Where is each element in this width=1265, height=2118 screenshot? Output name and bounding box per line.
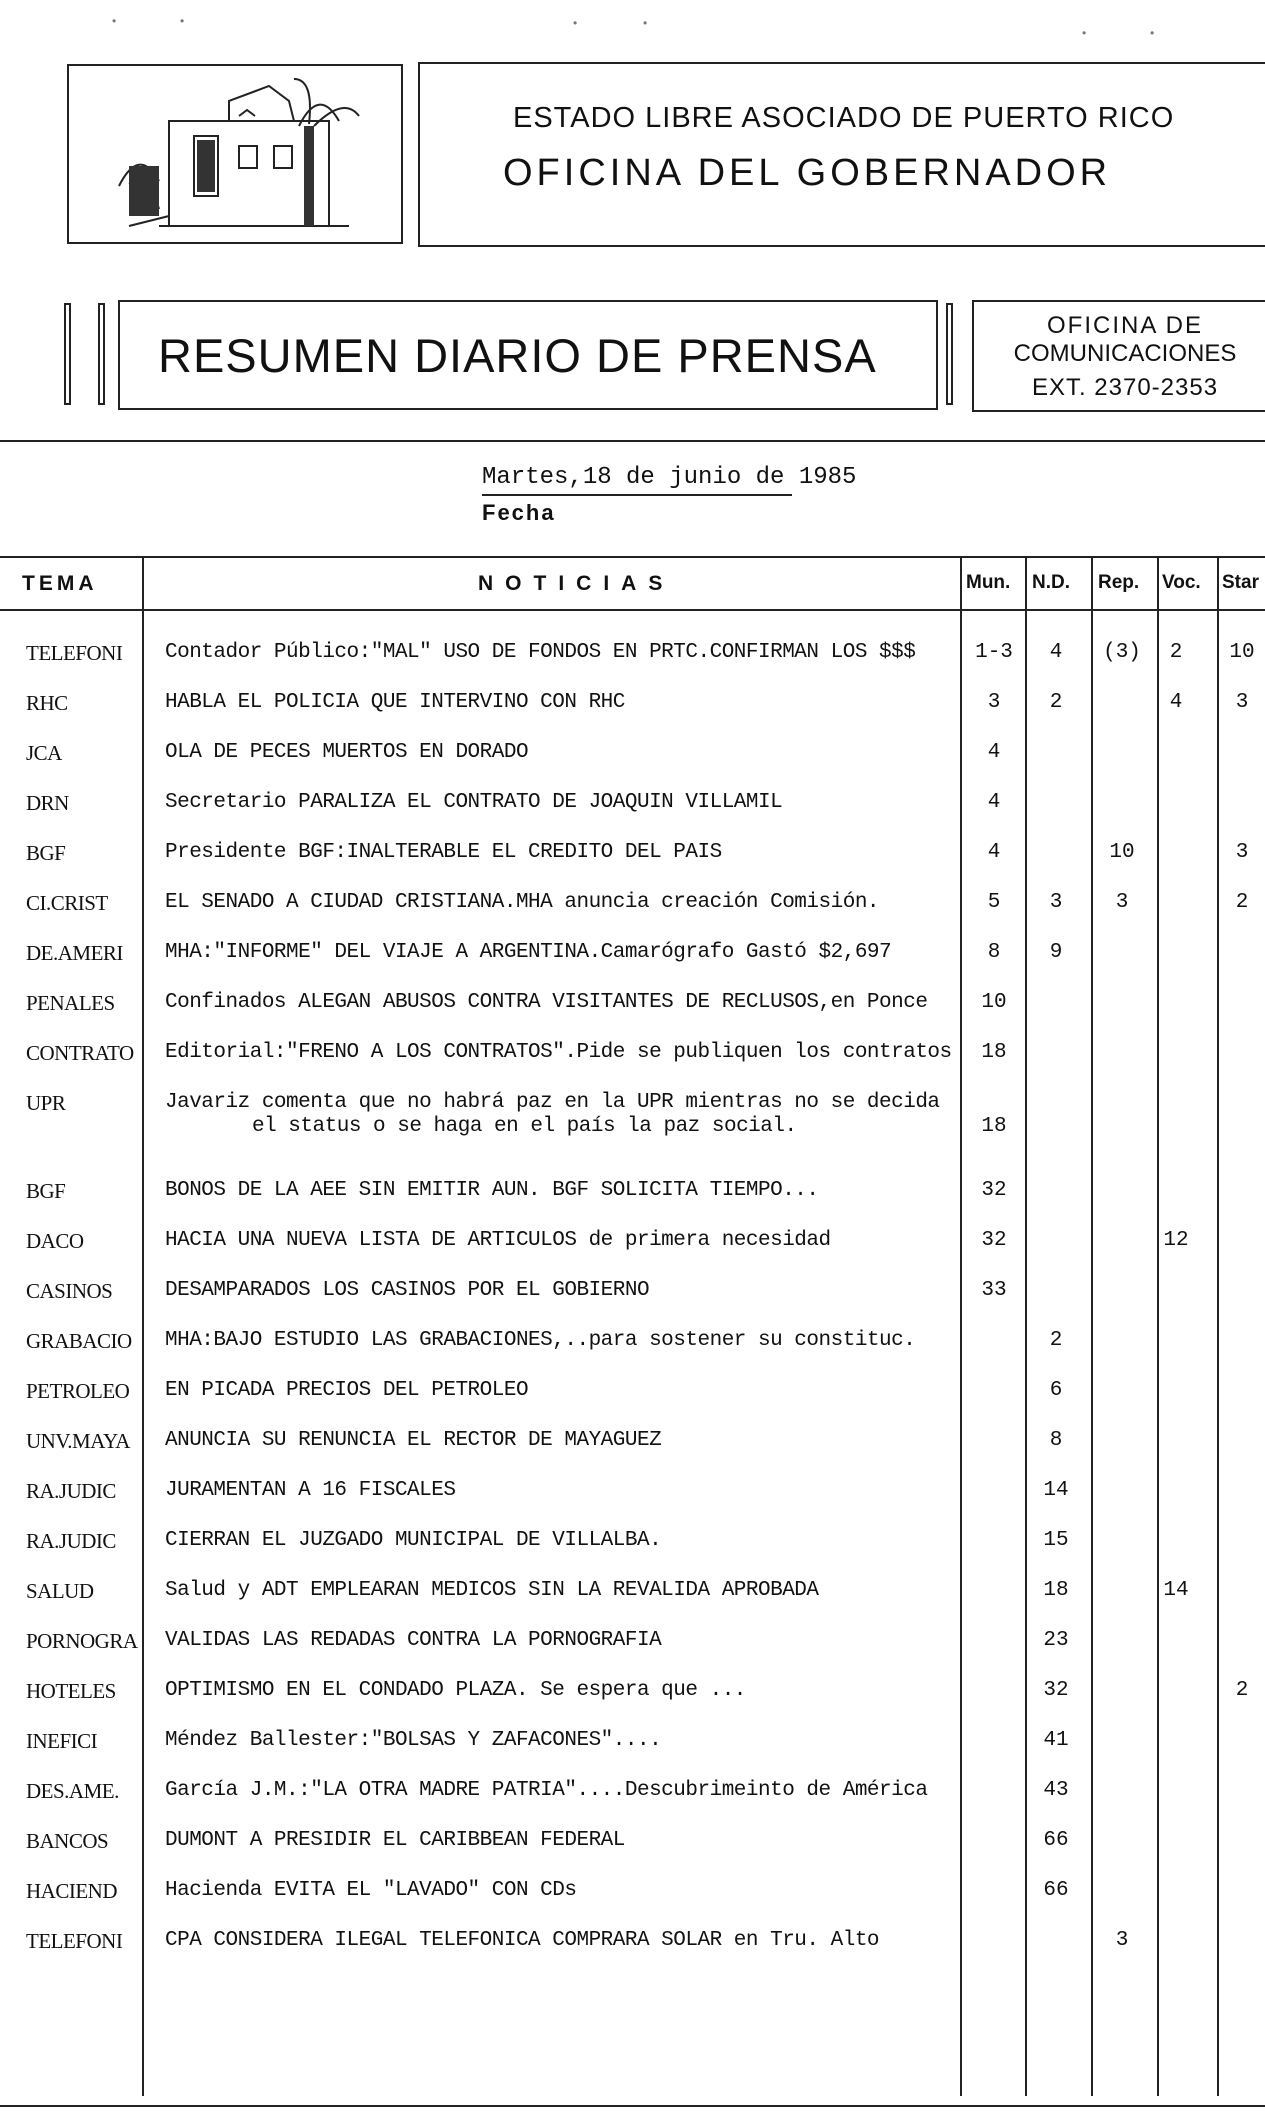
row-tema: UNV.MAYA xyxy=(26,1429,130,1453)
row-tema: JCA xyxy=(26,741,62,765)
row-nd-page: 18 xyxy=(1043,1579,1069,1602)
table-header-rule xyxy=(0,609,1265,611)
row-rep-page: (3) xyxy=(1103,641,1141,664)
row-headline: Hacienda EVITA EL "LAVADO" CON CDs xyxy=(165,1879,577,1902)
row-tema: CONTRATO xyxy=(26,1041,134,1065)
column-divider xyxy=(1217,556,1219,2096)
row-rep-page: 3 xyxy=(1115,891,1129,914)
row-tema: DE.AMERI xyxy=(26,941,123,965)
row-tema: UPR xyxy=(26,1091,66,1115)
scan-mark: • xyxy=(573,16,578,30)
row-voc-page: 12 xyxy=(1163,1229,1189,1252)
col-header-nd: N.D. xyxy=(1032,572,1070,593)
row-mun-page: 3 xyxy=(987,691,1001,714)
column-divider xyxy=(1091,556,1093,2096)
row-headline: HABLA EL POLICIA QUE INTERVINO CON RHC xyxy=(165,691,625,714)
row-tema: HACIEND xyxy=(26,1879,117,1903)
col-header-noticias: NOTICIAS xyxy=(478,572,675,595)
date-underline xyxy=(482,494,792,496)
row-mun-page: 32 xyxy=(981,1179,1007,1202)
row-headline: BONOS DE LA AEE SIN EMITIR AUN. BGF SOLICITA TIEMPO... xyxy=(165,1179,819,1202)
row-headline: Confinados ALEGAN ABUSOS CONTRA VISITANTES DE RECLUSOS,en Ponce xyxy=(165,991,928,1014)
row-nd-page: 14 xyxy=(1043,1479,1069,1502)
row-headline: MHA:"INFORME" DEL VIAJE A ARGENTINA.Camarógrafo Gastó $2,697 xyxy=(165,941,892,964)
row-rep-page: 10 xyxy=(1109,841,1135,864)
row-nd-page: 15 xyxy=(1043,1529,1069,1552)
col-header-star: Star xyxy=(1222,572,1259,593)
row-headline: Javariz comenta que no habrá paz en la UPR mientras no se decida xyxy=(165,1091,940,1114)
row-tema: RA.JUDIC xyxy=(26,1529,116,1553)
row-star-page: 2 xyxy=(1235,1679,1249,1702)
row-tema: CI.CRIST xyxy=(26,891,108,915)
row-nd-page: 23 xyxy=(1043,1629,1069,1652)
row-mun-page: 4 xyxy=(987,741,1001,764)
row-headline: García J.M.:"LA OTRA MADRE PATRIA"....Descubrimeinto de América xyxy=(165,1779,928,1802)
row-tema: PENALES xyxy=(26,991,115,1015)
row-nd-page: 2 xyxy=(1049,1329,1063,1352)
row-mun-page: 8 xyxy=(987,941,1001,964)
row-tema: PETROLEO xyxy=(26,1379,130,1403)
column-divider xyxy=(1025,556,1027,2096)
office-line: EXT. 2370-2353 xyxy=(1031,374,1219,401)
row-tema: SALUD xyxy=(26,1579,94,1603)
row-tema: RHC xyxy=(26,691,68,715)
row-nd-page: 66 xyxy=(1043,1829,1069,1852)
office-line: OFICINA DE xyxy=(1046,312,1204,339)
row-tema: BANCOS xyxy=(26,1829,109,1853)
row-mun-page: 4 xyxy=(987,841,1001,864)
col-header-mun: Mun. xyxy=(966,572,1011,593)
row-headline: Salud y ADT EMPLEARAN MEDICOS SIN LA REVALIDA APROBADA xyxy=(165,1579,819,1602)
row-mun-page: 18 xyxy=(981,1115,1007,1138)
date-label: Fecha xyxy=(482,500,556,525)
office-name: OFICINA DEL GOBERNADOR xyxy=(503,152,1112,194)
row-tema: GRABACIO xyxy=(26,1329,132,1353)
row-headline: Méndez Ballester:"BOLSAS Y ZAFACONES".... xyxy=(165,1729,662,1752)
column-divider xyxy=(1157,556,1159,2096)
row-nd-page: 8 xyxy=(1049,1429,1063,1452)
date-value: Martes,18 de junio de 1985 xyxy=(482,464,857,491)
scan-mark: • xyxy=(643,16,648,30)
row-headline-continued: el status o se haga en el país la paz social. xyxy=(252,1115,797,1138)
row-nd-page: 4 xyxy=(1049,641,1063,664)
row-tema: CASINOS xyxy=(26,1279,113,1303)
row-mun-page: 32 xyxy=(981,1229,1007,1252)
row-voc-page: 14 xyxy=(1163,1579,1189,1602)
office-line: COMUNICACIONES xyxy=(1013,340,1237,367)
row-voc-page: 2 xyxy=(1169,641,1183,664)
row-tema: DACO xyxy=(26,1229,84,1253)
row-tema: HOTELES xyxy=(26,1679,116,1703)
row-rep-page: 3 xyxy=(1115,1929,1129,1952)
row-star-page: 3 xyxy=(1235,841,1249,864)
row-headline: CPA CONSIDERA ILEGAL TELEFONICA COMPRARA SOLAR en Tru. Alto xyxy=(165,1929,880,1952)
scan-mark: • xyxy=(1150,26,1155,40)
row-nd-page: 3 xyxy=(1049,891,1063,914)
column-divider xyxy=(142,556,144,2096)
row-tema: BGF xyxy=(26,841,66,865)
row-mun-page: 18 xyxy=(981,1041,1007,1064)
row-nd-page: 41 xyxy=(1043,1729,1069,1752)
row-nd-page: 66 xyxy=(1043,1879,1069,1902)
document-title: RESUMEN DIARIO DE PRENSA xyxy=(158,329,877,382)
row-tema: TELEFONI xyxy=(26,641,123,665)
row-nd-page: 43 xyxy=(1043,1779,1069,1802)
row-tema: INEFICI xyxy=(26,1729,98,1753)
divider xyxy=(0,440,1265,442)
column-divider xyxy=(960,556,962,2096)
row-tema: TELEFONI xyxy=(26,1929,123,1953)
row-nd-page: 2 xyxy=(1049,691,1063,714)
row-headline: EN PICADA PRECIOS DEL PETROLEO xyxy=(165,1379,529,1402)
row-headline: HACIA UNA NUEVA LISTA DE ARTICULOS de primera necesidad xyxy=(165,1229,831,1252)
col-header-tema: TEMA xyxy=(22,572,98,595)
row-star-page: 2 xyxy=(1235,891,1249,914)
row-star-page: 10 xyxy=(1229,641,1255,664)
row-headline: JURAMENTAN A 16 FISCALES xyxy=(165,1479,456,1502)
row-mun-page: 1-3 xyxy=(975,641,1013,664)
row-tema: BGF xyxy=(26,1179,66,1203)
decorative-bar xyxy=(98,303,105,405)
logo-frame xyxy=(67,64,403,244)
row-nd-page: 9 xyxy=(1049,941,1063,964)
row-mun-page: 10 xyxy=(981,991,1007,1014)
row-headline: Secretario PARALIZA EL CONTRATO DE JOAQUIN VILLAMIL xyxy=(165,791,783,814)
row-nd-page: 32 xyxy=(1043,1679,1069,1702)
scan-mark: • xyxy=(180,14,185,28)
row-tema: DRN xyxy=(26,791,69,815)
row-mun-page: 5 xyxy=(987,891,1001,914)
row-headline: Editorial:"FRENO A LOS CONTRATOS".Pide se publiquen los contratos xyxy=(165,1041,952,1064)
row-tema: DES.AME. xyxy=(26,1779,119,1803)
decorative-bar xyxy=(64,303,71,405)
row-mun-page: 4 xyxy=(987,791,1001,814)
row-headline: EL SENADO A CIUDAD CRISTIANA.MHA anuncia creación Comisión. xyxy=(165,891,880,914)
row-headline: ANUNCIA SU RENUNCIA EL RECTOR DE MAYAGUEZ xyxy=(165,1429,662,1452)
col-header-voc: Voc. xyxy=(1162,572,1201,593)
row-headline: DESAMPARADOS LOS CASINOS POR EL GOBIERNO xyxy=(165,1279,650,1302)
row-headline: Contador Público:"MAL" USO DE FONDOS EN PRTC.CONFIRMAN LOS $$$ xyxy=(165,641,916,664)
agency-name: ESTADO LIBRE ASOCIADO DE PUERTO RICO xyxy=(513,102,1175,134)
row-headline: OLA DE PECES MUERTOS EN DORADO xyxy=(165,741,529,764)
row-headline: DUMONT A PRESIDIR EL CARIBBEAN FEDERAL xyxy=(165,1829,625,1852)
row-headline: VALIDAS LAS REDADAS CONTRA LA PORNOGRAFIA xyxy=(165,1629,662,1652)
row-voc-page: 4 xyxy=(1169,691,1183,714)
col-header-rep: Rep. xyxy=(1098,572,1140,593)
row-headline: Presidente BGF:INALTERABLE EL CREDITO DEL PAIS xyxy=(165,841,722,864)
scan-mark: • xyxy=(112,14,117,28)
row-headline: CIERRAN EL JUZGADO MUNICIPAL DE VILLALBA. xyxy=(165,1529,662,1552)
row-nd-page: 6 xyxy=(1049,1379,1063,1402)
row-headline: MHA:BAJO ESTUDIO LAS GRABACIONES,..para sostener su constituc. xyxy=(165,1329,916,1352)
row-star-page: 3 xyxy=(1235,691,1249,714)
scan-mark: • xyxy=(1082,26,1087,40)
row-mun-page: 33 xyxy=(981,1279,1007,1302)
row-tema: PORNOGRA xyxy=(26,1629,138,1653)
table-bottom-rule xyxy=(0,2105,1265,2107)
fortaleza-logo-icon xyxy=(69,66,401,242)
row-tema: RA.JUDIC xyxy=(26,1479,116,1503)
row-headline: OPTIMISMO EN EL CONDADO PLAZA. Se espera que ... xyxy=(165,1679,746,1702)
table-top-rule xyxy=(0,556,1265,558)
decorative-bar xyxy=(946,303,953,405)
